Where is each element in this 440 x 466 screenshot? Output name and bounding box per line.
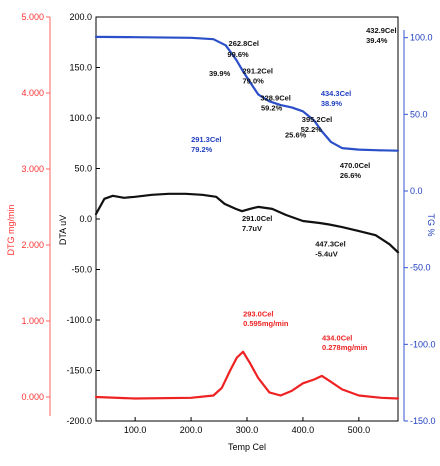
dta-tick-label: -100.0	[66, 315, 92, 325]
x-tick-label: 200.0	[179, 425, 203, 435]
annotation-label: 39.4%	[366, 36, 388, 46]
annotation-label: 447.3Cel	[315, 239, 346, 249]
annotation-label: 395.2Cel	[301, 115, 333, 124]
annotation-label: 434.3Cel	[320, 88, 352, 98]
dtg-tick-label: 2.000	[21, 240, 44, 250]
annotation-label: 52.2%	[300, 124, 322, 134]
x-tick-label: 500.0	[347, 425, 371, 435]
tg-tick-label: -100.0	[410, 339, 436, 350]
annotation-label: 79.2%	[191, 144, 213, 154]
x-tick-label: 100.0	[123, 425, 147, 435]
dta-tick-label: 50.0	[74, 163, 92, 174]
annotation-label: 432.9Cel	[366, 26, 397, 36]
x-tick-label: 300.0	[235, 425, 259, 435]
annotation-label: 291.2Cel	[242, 66, 273, 76]
x-tick-label: 400.0	[291, 425, 315, 435]
dta-tick-label: 150.0	[69, 62, 92, 73]
dta-axis-label: DTA uV	[58, 214, 68, 246]
dta-tick-label: -50.0	[71, 264, 92, 275]
x-axis-label: Temp Cel	[227, 442, 267, 452]
tg-tick-label: 50.0	[410, 109, 428, 120]
annotation-label: 99.6%	[227, 49, 249, 59]
tg-tick-label: 100.0	[410, 32, 433, 43]
annotation-label: 25.6%	[285, 130, 307, 140]
dtg-tick-label: 4.000	[21, 88, 44, 98]
annotation-label: 0.278mg/min	[321, 342, 368, 352]
dta-tick-label: 200.0	[69, 12, 92, 22]
annotation-label: 39.9%	[208, 69, 231, 78]
annotation-label: 26.6%	[339, 170, 362, 180]
dtg-tick-label: 3.000	[21, 164, 44, 174]
tg-tick-label: -150.0	[410, 416, 436, 426]
annotation-label: 328.9Cel	[260, 93, 291, 103]
annotation-label: 291.3Cel	[191, 134, 222, 144]
annotation-label: 293.0Cel	[243, 309, 274, 319]
annotation-label: 38.9%	[320, 98, 343, 108]
dtg-axis-label: DTG mg/min	[6, 204, 16, 256]
annotation-label: 470.0Cel	[339, 161, 371, 170]
tg-tick-label: 0.0	[410, 186, 423, 196]
dta-tick-label: -150.0	[66, 365, 92, 376]
annotation-label: 79.0%	[242, 76, 264, 86]
dta-tick-label: -200.0	[66, 416, 92, 426]
annotation-label: -5.4uV	[315, 249, 338, 259]
annotation-label: 434.0Cel	[321, 333, 353, 343]
tg-axis-label: TG %	[426, 213, 436, 237]
tg-tick-label: -50.0	[410, 262, 431, 273]
annotation-label: 59.2%	[260, 103, 283, 113]
annotation-label: 262.8Cel	[228, 39, 259, 49]
annotation-label: 291.0Cel	[241, 214, 273, 224]
dtg-tick-label: 1.000	[21, 316, 44, 326]
annotation-label: 0.595mg/min	[243, 318, 289, 328]
dtg-tick-label: 5.000	[21, 12, 44, 22]
dta-tick-label: 100.0	[69, 113, 92, 123]
dta-tick-label: 0.0	[79, 214, 92, 224]
dtg-tick-label: 0.000	[21, 392, 44, 402]
annotation-label: 7.7uV	[241, 224, 262, 234]
